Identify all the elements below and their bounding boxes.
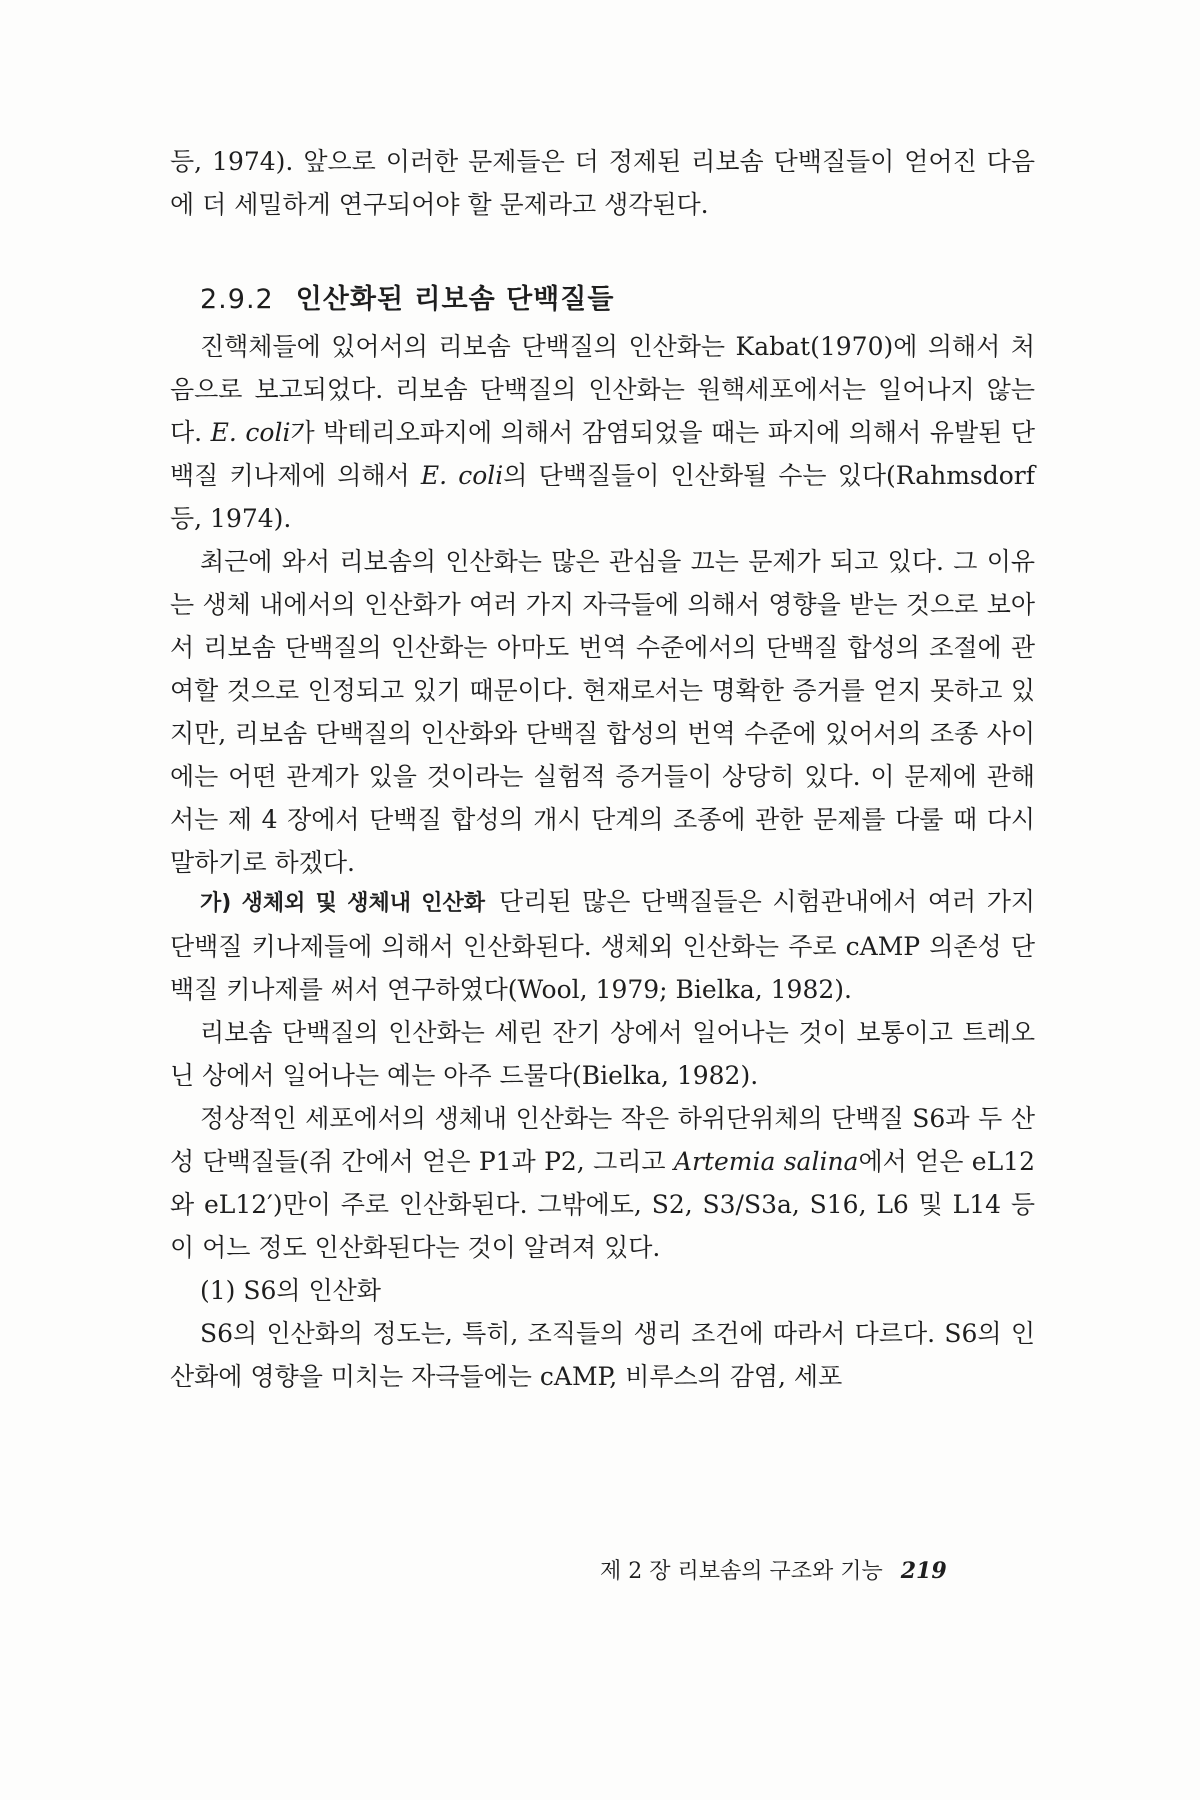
paragraph-5 xyxy=(170,1097,1035,1269)
p1-text-c: 의 단백질들이 인산화될 수는 있다(Rahmsdorf 등, 1974). xyxy=(170,461,1036,533)
sub-heading-s6: (1) S6의 인산화 xyxy=(200,1276,381,1305)
paragraph-1 xyxy=(170,325,1035,540)
subsection-body xyxy=(170,880,1035,1398)
intro-text: 등, 1974). 앞으로 이러한 문제들은 더 정제된 리보솜 단백질들이 얻어진 다음에 더 세밀하게 연구되어야 할 문제라고 생각된다. xyxy=(170,147,1035,219)
p5-text-b: 에서 얻은 eL12와 eL12′)만이 주로 인산화된다. 그밖에도, S2, S3/S3a, S16, L6 및 L14 등이 어느 정도 인산화된다는 것이 알려져 있다. xyxy=(170,1147,1035,1262)
p5-text-a: 정상적인 세포에서의 생체내 인산화는 작은 하위단위체의 단백질 S6과 두 산성 단백질들(쥐 간에서 얻은 P1과 P2, 그리고 xyxy=(170,1104,1035,1176)
section-title: 인산화된 리보솜 단백질들 xyxy=(295,284,615,315)
paragraph-3 xyxy=(170,880,1035,1011)
page-number: 219 xyxy=(900,1558,947,1584)
subsection-heading: 가) 생체외 및 생체내 인산화 xyxy=(200,891,486,916)
paragraph-6: S6의 인산화의 정도는, 특히, 조직들의 생리 조건에 따라서 다르다. S6의 인산화에 영향을 미치는 자극들에는 cAMP, 비루스의 감염, 세포 xyxy=(170,1319,1035,1391)
p5-italic: Artemia salina xyxy=(673,1147,859,1176)
intro-paragraph xyxy=(170,140,1035,226)
p3-text: 단리된 많은 단백질들은 시험관내에서 여러 가지 단백질 키나제들에 의해서 인산화된다. 생체외 인산화는 주로 cAMP 의존성 단백질 키나제를 써서 연구하였다(Wool, 1979; Bielka, 1982). xyxy=(170,887,1035,1004)
p1-italic-1: E. coli xyxy=(210,418,291,447)
page-footer xyxy=(600,1555,947,1588)
p1-text-b: 가 박테리오파지에 의해서 감염되었을 때는 파지에 의해서 유발된 단백질 키나제에 의해서 xyxy=(170,418,1036,490)
main-body xyxy=(170,325,1035,884)
section-heading xyxy=(200,280,614,320)
running-chapter-title: 제 2 장 리보솜의 구조와 기능 xyxy=(600,1559,883,1584)
section-number: 2.9.2 xyxy=(200,284,274,315)
paragraph-2: 최근에 와서 리보솜의 인산화는 많은 관심을 끄는 문제가 되고 있다. 그 이유는 생체 내에서의 인산화가 여러 가지 자극들에 의해서 영향을 받는 것으로 보아서 리보솜 단백질의 인산화는 아마도 번역 수준에서의 단백질 합성의 조절에 관여할 것으로 인정되고 있기 때문이다. 현재로서는 명확한 증거를 얻지 못하고 있지만, 리보솜 단백질의 인산화와 단백질 합성의 번역 수준에 있어서의 조종 사이에는 어떤 관계가 있을 것이라는 실험적 증거들이 상당히 있다. 이 문제에 관해서는 제 4 장에서 단백질 합성의 개시 단계의 조종에 관한 문제를 다룰 때 다시 말하기로 하겠다. xyxy=(170,547,1035,877)
p1-italic-2: E. coli xyxy=(420,461,504,490)
paragraph-4: 리보솜 단백질의 인산화는 세린 잔기 상에서 일어나는 것이 보통이고 트레오닌 상에서 일어나는 예는 아주 드물다(Bielka, 1982). xyxy=(170,1018,1035,1090)
p1-text-a: 진핵체들에 있어서의 리보솜 단백질의 인산화는 Kabat(1970)에 의해서 처음으로 보고되었다. 리보솜 단백질의 인산화는 원핵세포에서는 일어나지 않는다. xyxy=(170,332,1035,447)
